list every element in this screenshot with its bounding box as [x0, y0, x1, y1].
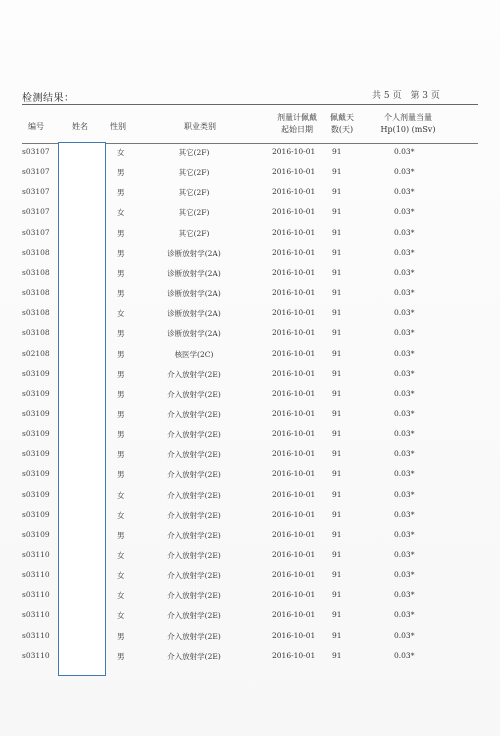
cell-id: s03109: [22, 509, 50, 519]
cell-job: 其它(2F): [178, 228, 210, 238]
cell-date: 2016-10-01: [272, 550, 316, 559]
cell-sex: 女: [117, 148, 125, 157]
cell-job: 介入放射学(2E): [167, 530, 221, 540]
cell-days: 91: [332, 529, 342, 539]
cell-date: 2016-10-01: [272, 449, 316, 459]
cell-days: 91: [332, 469, 342, 479]
cell-sex: 男: [117, 530, 125, 540]
cell-job: 介入放射学(2E): [167, 611, 221, 621]
cell-id: s03107: [22, 167, 50, 177]
cell-sex: 男: [117, 430, 125, 440]
cell-sex: 男: [117, 470, 125, 480]
cell-job: 核医学(2C): [174, 349, 214, 359]
cell-date: 2016-10-01: [272, 348, 316, 358]
cell-dose: 0.03*: [394, 167, 415, 177]
cell-date: 2016-10-01: [272, 167, 316, 177]
cell-date: 2016-10-01: [272, 610, 316, 620]
cell-dose: 0.03*: [394, 529, 415, 539]
cell-date: 2016-10-01: [272, 207, 316, 217]
cell-date: 2016-10-01: [272, 650, 316, 660]
cell-sex: 男: [117, 349, 125, 359]
cell-sex: 男: [117, 168, 125, 178]
column-header-job: 职业类别: [184, 122, 216, 131]
cell-sex: 女: [117, 309, 125, 319]
cell-job: 介入放射学(2E): [167, 510, 221, 520]
cell-days: 91: [332, 227, 342, 237]
cell-id: s03107: [22, 207, 50, 217]
cell-date: 2016-10-01: [272, 147, 316, 156]
column-header-dose-line2: Hp(10) (mSv): [380, 125, 436, 134]
column-header-date-line2: 起始日期: [281, 125, 313, 134]
cell-job: 其它(2F): [178, 148, 210, 157]
column-header-id: 编号: [28, 122, 44, 131]
cell-dose: 0.03*: [394, 469, 415, 479]
cell-days: 91: [332, 348, 342, 358]
cell-sex: 女: [117, 591, 125, 601]
cell-id: s03108: [22, 288, 50, 298]
cell-id: s03108: [22, 308, 50, 318]
cell-dose: 0.03*: [394, 328, 415, 338]
cell-id: s03110: [22, 570, 50, 580]
cell-days: 91: [332, 247, 342, 257]
cell-dose: 0.03*: [394, 509, 415, 519]
cell-dose: 0.03*: [394, 610, 415, 620]
cell-date: 2016-10-01: [272, 227, 316, 237]
cell-days: 91: [332, 368, 342, 378]
cell-dose: 0.03*: [394, 550, 415, 559]
cell-sex: 女: [117, 510, 125, 520]
cell-date: 2016-10-01: [272, 328, 316, 338]
cell-id: s03109: [22, 408, 50, 418]
cell-sex: 女: [117, 208, 125, 218]
cell-date: 2016-10-01: [272, 509, 316, 519]
cell-dose: 0.03*: [394, 388, 415, 398]
cell-sex: 男: [117, 289, 125, 299]
cell-dose: 0.03*: [394, 449, 415, 459]
cell-dose: 0.03*: [394, 408, 415, 418]
cell-job: 诊断放射学(2A): [167, 309, 221, 319]
cell-days: 91: [332, 550, 342, 559]
cell-job: 介入放射学(2E): [167, 551, 221, 560]
cell-job: 其它(2F): [178, 168, 210, 178]
cell-sex: 女: [117, 490, 125, 500]
cell-id: s03107: [22, 147, 50, 156]
cell-dose: 0.03*: [394, 630, 415, 640]
cell-dose: 0.03*: [394, 207, 415, 217]
cell-dose: 0.03*: [394, 590, 415, 600]
cell-days: 91: [332, 187, 342, 197]
cell-id: s03109: [22, 469, 50, 479]
cell-dose: 0.03*: [394, 650, 415, 660]
cell-job: 介入放射学(2E): [167, 651, 221, 661]
column-header-days-line1: 佩戴天: [330, 113, 354, 122]
cell-job: 介入放射学(2E): [167, 430, 221, 440]
cell-dose: 0.03*: [394, 187, 415, 197]
cell-id: s03107: [22, 187, 50, 197]
cell-sex: 男: [117, 631, 125, 641]
header-divider: [22, 104, 478, 105]
cell-days: 91: [332, 408, 342, 418]
cell-days: 91: [332, 308, 342, 318]
cell-sex: 男: [117, 409, 125, 419]
cell-days: 91: [332, 590, 342, 600]
cell-dose: 0.03*: [394, 348, 415, 358]
page-number: 共 5 页 第 3 页: [372, 91, 440, 101]
cell-date: 2016-10-01: [272, 187, 316, 197]
cell-date: 2016-10-01: [272, 570, 316, 580]
cell-id: s03110: [22, 590, 50, 600]
cell-id: s03108: [22, 267, 50, 277]
cell-sex: 男: [117, 268, 125, 278]
cell-dose: 0.03*: [394, 489, 415, 499]
cell-job: 其它(2F): [178, 208, 210, 218]
cell-days: 91: [332, 207, 342, 217]
cell-date: 2016-10-01: [272, 267, 316, 277]
cell-sex: 男: [117, 369, 125, 379]
cell-days: 91: [332, 449, 342, 459]
cell-date: 2016-10-01: [272, 429, 316, 439]
cell-date: 2016-10-01: [272, 368, 316, 378]
cell-id: s03109: [22, 489, 50, 499]
cell-dose: 0.03*: [394, 267, 415, 277]
cell-id: s03107: [22, 227, 50, 237]
redacted-name-column: [58, 142, 106, 676]
cell-dose: 0.03*: [394, 570, 415, 580]
cell-date: 2016-10-01: [272, 590, 316, 600]
cell-days: 91: [332, 429, 342, 439]
cell-date: 2016-10-01: [272, 469, 316, 479]
cell-job: 介入放射学(2E): [167, 571, 221, 581]
cell-job: 介入放射学(2E): [167, 631, 221, 641]
cell-days: 91: [332, 267, 342, 277]
cell-id: s03110: [22, 630, 50, 640]
column-header-sex: 性别: [110, 122, 126, 131]
section-title: 检测结果：: [22, 93, 75, 104]
cell-job: 介入放射学(2E): [167, 409, 221, 419]
cell-job: 介入放射学(2E): [167, 369, 221, 379]
cell-days: 91: [332, 570, 342, 580]
cell-job: 其它(2F): [178, 188, 210, 198]
cell-date: 2016-10-01: [272, 630, 316, 640]
column-header-days-line2: 数(天): [330, 125, 354, 134]
cell-days: 91: [332, 489, 342, 499]
cell-days: 91: [332, 167, 342, 177]
cell-dose: 0.03*: [394, 147, 415, 156]
cell-date: 2016-10-01: [272, 529, 316, 539]
cell-date: 2016-10-01: [272, 408, 316, 418]
cell-job: 介入放射学(2E): [167, 490, 221, 500]
cell-sex: 男: [117, 188, 125, 198]
cell-job: 诊断放射学(2A): [167, 289, 221, 299]
cell-id: s03109: [22, 388, 50, 398]
cell-dose: 0.03*: [394, 227, 415, 237]
cell-id: s03108: [22, 328, 50, 338]
cell-id: s02108: [22, 348, 50, 358]
cell-id: s03109: [22, 449, 50, 459]
cell-dose: 0.03*: [394, 368, 415, 378]
cell-date: 2016-10-01: [272, 388, 316, 398]
cell-sex: 女: [117, 551, 125, 560]
cell-sex: 男: [117, 651, 125, 661]
cell-dose: 0.03*: [394, 247, 415, 257]
cell-id: s03110: [22, 610, 50, 620]
cell-job: 介入放射学(2E): [167, 470, 221, 480]
column-header-date: [266, 112, 328, 136]
cell-id: s03110: [22, 650, 50, 660]
cell-id: s03109: [22, 368, 50, 378]
cell-sex: 女: [117, 571, 125, 581]
cell-id: s03110: [22, 550, 50, 559]
cell-id: s03108: [22, 247, 50, 257]
column-header-date-line1: 剂量计佩戴: [277, 113, 317, 122]
cell-job: 诊断放射学(2A): [167, 268, 221, 278]
cell-date: 2016-10-01: [272, 288, 316, 298]
cell-date: 2016-10-01: [272, 308, 316, 318]
cell-sex: 男: [117, 329, 125, 339]
cell-days: 91: [332, 610, 342, 620]
cell-days: 91: [332, 328, 342, 338]
cell-job: 诊断放射学(2A): [167, 329, 221, 339]
cell-job: 介入放射学(2E): [167, 389, 221, 399]
cell-dose: 0.03*: [394, 429, 415, 439]
cell-job: 介入放射学(2E): [167, 591, 221, 601]
cell-date: 2016-10-01: [272, 247, 316, 257]
cell-id: s03109: [22, 529, 50, 539]
column-header-dose-line1: 个人剂量当量: [384, 113, 432, 122]
column-header-name: 姓名: [72, 122, 88, 131]
column-header-dose: [372, 112, 444, 136]
cell-days: 91: [332, 650, 342, 660]
cell-dose: 0.03*: [394, 288, 415, 298]
cell-id: s03109: [22, 429, 50, 439]
cell-days: 91: [332, 388, 342, 398]
column-header-days: [328, 112, 356, 136]
cell-dose: 0.03*: [394, 308, 415, 318]
cell-days: 91: [332, 288, 342, 298]
cell-sex: 男: [117, 248, 125, 258]
cell-date: 2016-10-01: [272, 489, 316, 499]
cell-sex: 女: [117, 611, 125, 621]
cell-sex: 男: [117, 389, 125, 399]
cell-sex: 男: [117, 228, 125, 238]
cell-job: 介入放射学(2E): [167, 450, 221, 460]
cell-days: 91: [332, 630, 342, 640]
cell-job: 诊断放射学(2A): [167, 248, 221, 258]
cell-sex: 男: [117, 450, 125, 460]
cell-days: 91: [332, 147, 342, 156]
cell-days: 91: [332, 509, 342, 519]
